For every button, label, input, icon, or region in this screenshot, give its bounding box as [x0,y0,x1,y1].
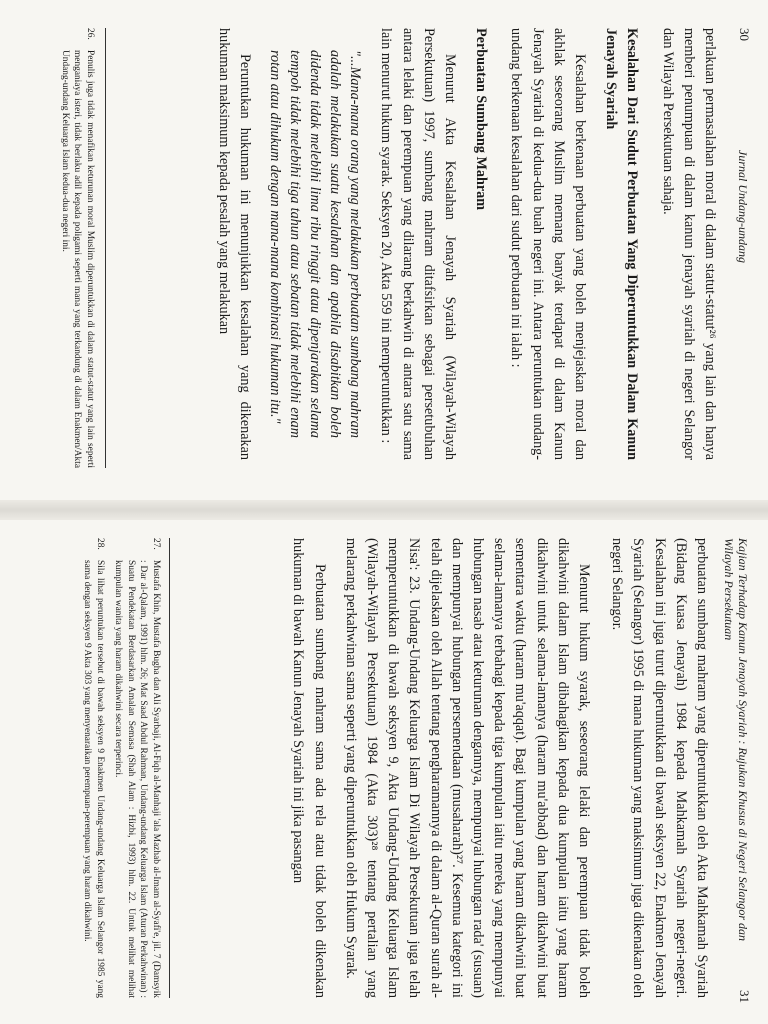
section-heading: Kesalahan Dari Sudut Perbuatan Yang Diperuntukkan Dalam Kanun Jenayah Syariah [603,28,641,460]
footnote-rule [105,28,106,468]
running-head: Jurnal Undang-undang [736,150,750,263]
paragraph: Kesalahan berkenaan perbuatan yang boleh menjejaskan moral dan akhlak seseorang Muslim memang banyak terdapat di dalam Kanun Jenayah Syariah di kedua-dua buah negeri ini. Antara peruntukan undang-undang berkenaan kesalahan dari sudut perbuatan ini ialah : [508,28,588,460]
footnote-number: 26. [85,28,95,40]
page-number: 31 [737,990,752,1003]
paragraph: perbuatan sumbang mahram yang diperuntukkan oleh Akta Mahkamah Syariah (Bidang Kuasa Jenayah) 1984 kepada Mahkamah Syariah negeri-negeri. Kesalahan ini juga turut diperuntukkan di bawah seksyen 22, Enakmen Jenayah Syariah (Selangor) 1995 di mana hukuman yang maksimum juga dikenakan oleh negeri Selangor. [609,538,710,998]
subsection-heading: Perbuatan Sumbang Mahram [473,28,490,211]
footnote-text: Penulis juga tidak menafikan keturunan moral Muslim diperuntukkan di dalam statut-statut yang lain seperti menganiaya isteri, tidak berlaku adil kepada poligami seperti mana yang terkandung di dalam Enakmen/Akta Undang-undang Keluarga Islam kedua-dua negeri ini. [60,50,95,468]
book-gutter [0,500,768,520]
paragraph: Menurut Akta Kesalahan Jenayah Syariah (Wilayah-Wilayah Persekutuan) 1997, sumbang mahram ditafsirkan sebagai persetubuhan antara lelaki dan perempuan yang dilarang berkahwin di antara satu sama lain menurut hukum syarak. Seksyen 20, Akta 559 ini memperuntukkan : [378,28,458,460]
footnotes [53,28,97,468]
block-quote: "...Mana-mana orang yang melakukan perbuatan sumbang mahram adalah melakukan suatu kesalahan dan apabila disabitkan boleh didenda tidak melebihi lima ribu ringgit atau dipenjarakan selama tempoh tidak melebihi tiga tahun atau sebatan tidak melebihi enam rotan atau dihukum dengan mana-mana kombinasi hukuman itu." [267,50,364,438]
footnotes [75,538,162,998]
footnote-text: Sila lihat peruntukan tersebut di bawah seksyen 9 Enakmen Undang-undang Keluarga Islam Selangor 1985 yang sama dengan seksyen 9 Akta 303 yang menyenaraikan perempuan-perempuan yang haram dikahwini. [82,560,105,998]
footnote [59,28,97,468]
page-number: 30 [737,28,752,41]
footnote-number: 27. [151,538,161,550]
paragraph: Perbuatan sumbang mahram sama ada rela atau tidak boleh dikenakan hukuman di bawah Kanun Jenayah Syariah ini jika pasangan [290,538,328,998]
page-30 [0,0,768,500]
page-31 [0,520,768,1024]
footnote-rule [169,538,170,998]
footnote-text: Mustafa Khin, Mustafa Bugha dan Ali Syarbaji, Al-Fiqh al-Manhaji 'ala Mazhab al-Imam al-Syafi'e, jil. 7 (Damsyik : Dar al-Qalam, 1991) hlm. 26; Mat Saad Abdul Rahman, Undang-undang Keluarga Islam (Aturan Perkahwinan) : Suatu Pendekatan Berdasarkan Amalan Semasa (Shah Alam : Hizbi, 1993) hlm. 22. Untuk melihat melihat kumpulan wanita yang haram dikahwini secara terperinci. [113,560,161,998]
running-head: Kajian Terhadap Kanun Jenayah Syariah : Rujukan Khusus di Negeri Selangor dan Wilayah Persekutuan [722,538,750,941]
paragraph: Peruntukan hukuman ini menunjukkan kesalahan yang dikenakan hukuman maksimum kepada pesalah yang melakukan [215,28,254,460]
paragraph: perlakuan permasalahan moral di dalam statut-statut²⁶ yang lain dan hanya memberi penumpuan di dalam kanun jenayah syariah di negeri Selangor dan Wilayah Persekutuan sahaja. [659,28,718,460]
footnote [81,538,106,998]
right-body [287,538,712,998]
footnote [112,538,162,998]
footnote-number: 28. [95,538,105,550]
paragraph: Menurut hukum syarak, seseorang lelaki dan perempuan tidak boleh dikahwini dalam Islam dibahagikan kepada dua kumpulan iaitu yang haram dikahwini untuk selama-lamanya (haram mu'abbad) dan haram dikahwini buat sementara waktu (haram mu'aqqat). Bagi kumpulan yang haram dikahwini buat selama-lamanya terbahagi kepada tiga kumpulan iaitu mereka yang mempunyai hubungan nasab atau keturunan dengannya, mempunyai hubungan rada' (susuan) dan mempunyai hubungan persemendaan (musaharah)²⁷. Kesemua kategori ini telah dijelaskan oleh Allah tentang pengharamannya di dalam al-Quran surah al-Nisa': 23. Undang-Undang Keluarga Islam Di Wilayah Persekutuan juga telah memperuntukkan di bawah seksyen 9, Akta Undang-Undang Keluarga Islam (Wilayah-Wilayah Persekutuan) 1984 (Akta 303)²⁸ tentang pertalian yang melarang perkahwinan sama seperti yang diperuntukkan oleh Hukum Syarak. [342,538,592,998]
left-body [213,28,720,460]
